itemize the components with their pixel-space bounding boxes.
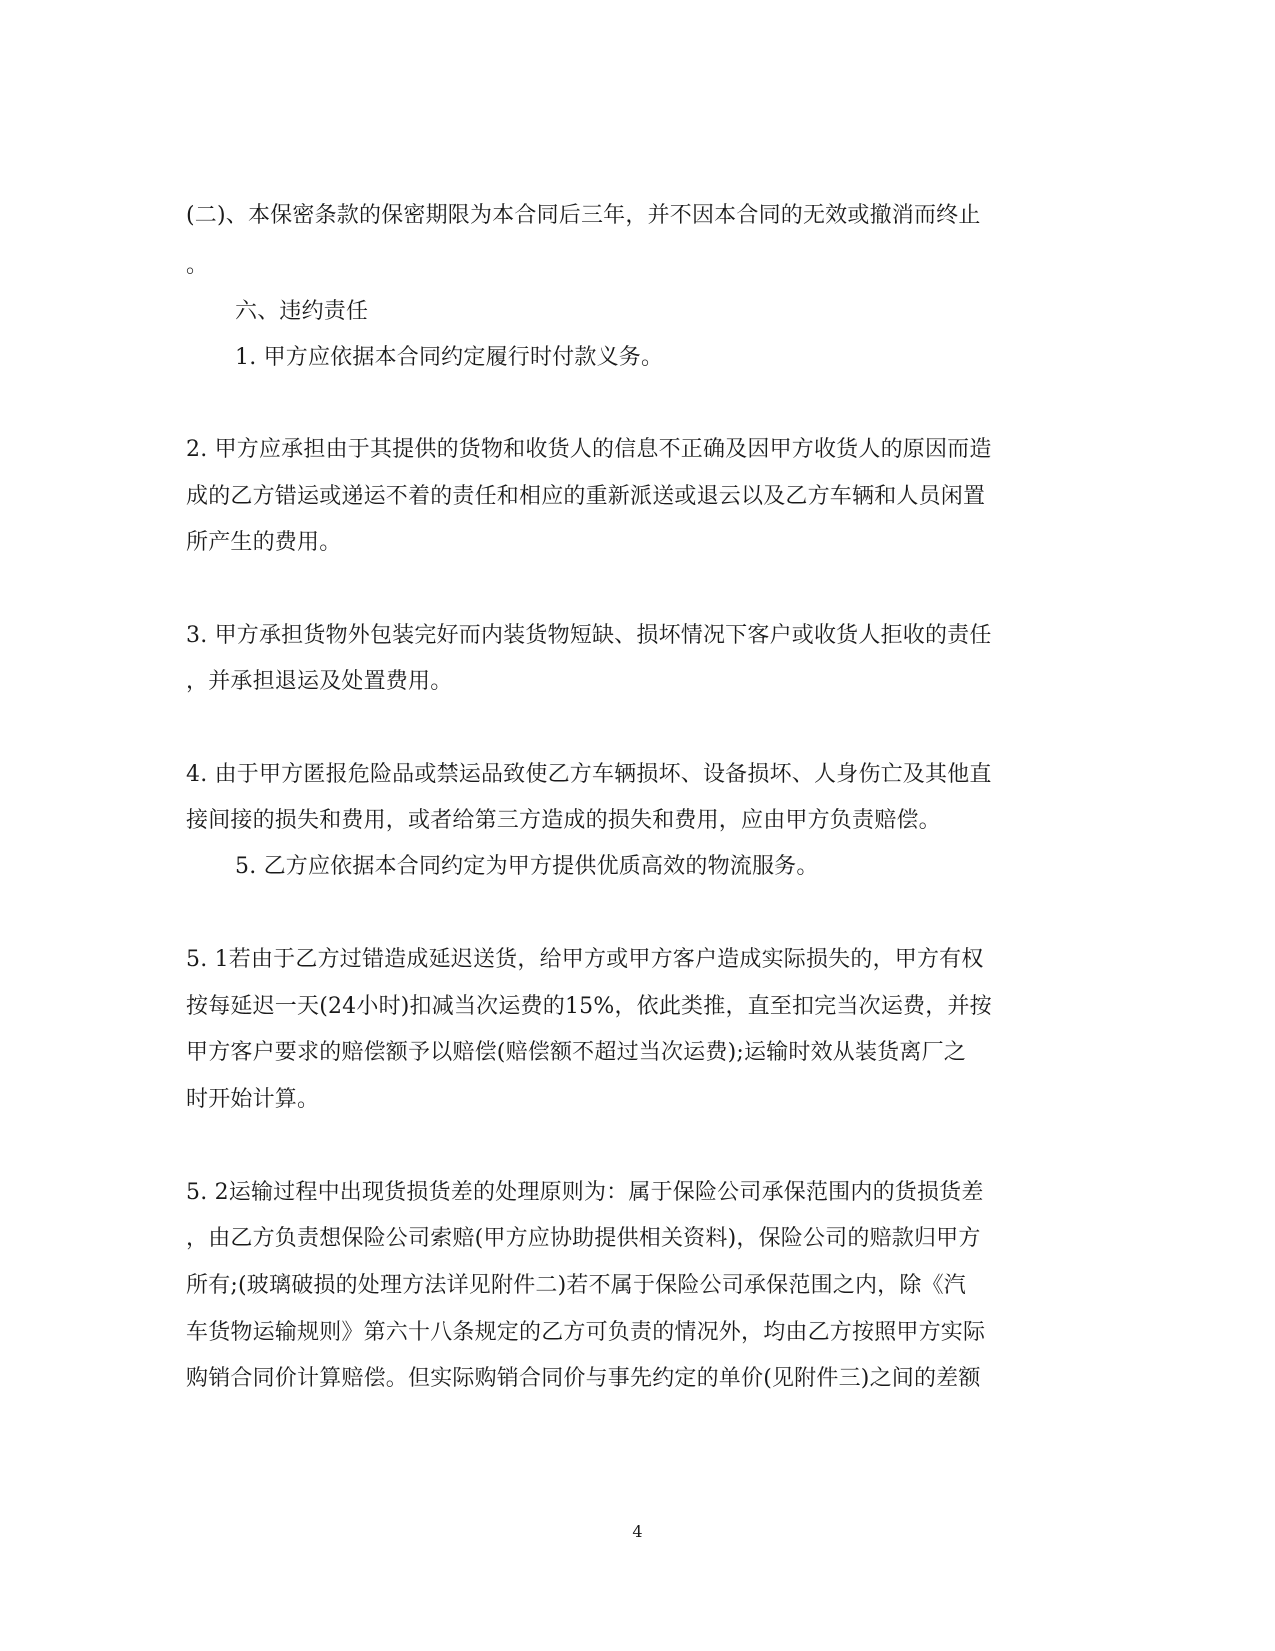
- text-line: 5. 2运输过程中出现货损货差的处理原则为：属于保险公司承保范围内的货损货差: [186, 1180, 984, 1205]
- text-line: 4. 由于甲方匿报危险品或禁运品致使乙方车辆损坏、设备损坏、人身伤亡及其他直: [186, 762, 992, 787]
- text-line: 甲方客户要求的赔偿额予以赔偿(赔偿额不超过当次运费);运输时效从装货离厂之: [186, 1040, 966, 1065]
- text-line: ，并承担退运及处置费用。: [186, 669, 453, 694]
- text-line: 2. 甲方应承担由于其提供的货物和收货人的信息不正确及因甲方收货人的原因而造: [186, 437, 992, 462]
- text-line: (二)、本保密条款的保密期限为本合同后三年，并不因本合同的无效或撤消而终止: [186, 203, 981, 228]
- text-line: 所产生的费用。: [186, 530, 342, 555]
- text-line: 。: [186, 253, 209, 278]
- text-line: 所有;(玻璃破损的处理方法详见附件二)若不属于保险公司承保范围之内，除《汽: [186, 1273, 966, 1298]
- page-number: 4: [632, 1522, 643, 1541]
- text-line: 车货物运输规则》第六十八条规定的乙方可负责的情况外，均由乙方按照甲方实际: [186, 1320, 986, 1345]
- text-line: 按每延迟一天(24小时)扣减当次运费的15%，依此类推，直至扣完当次运费，并按: [186, 994, 992, 1019]
- text-line: 1. 甲方应依据本合同约定履行时付款义务。: [235, 345, 664, 370]
- section-heading: 六、违约责任: [235, 299, 369, 324]
- text-line: 购销合同价计算赔偿。但实际购销合同价与事先约定的单价(见附件三)之间的差额: [186, 1366, 981, 1391]
- text-line: 3. 甲方承担货物外包装完好而内装货物短缺、损坏情况下客户或收货人拒收的责任: [186, 623, 992, 648]
- text-line: 5. 乙方应依据本合同约定为甲方提供优质高效的物流服务。: [235, 854, 819, 879]
- text-line: 成的乙方错运或递运不着的责任和相应的重新派送或退云以及乙方车辆和人员闲置: [186, 484, 986, 509]
- text-line: 时开始计算。: [186, 1087, 320, 1112]
- text-line: 5. 1若由于乙方过错造成延迟送货，给甲方或甲方客户造成实际损失的，甲方有权: [186, 947, 984, 972]
- text-line: 接间接的损失和费用，或者给第三方造成的损失和费用，应由甲方负责赔偿。: [186, 808, 941, 833]
- text-line: ，由乙方负责想保险公司索赔(甲方应协助提供相关资料)，保险公司的赔款归甲方: [186, 1226, 981, 1251]
